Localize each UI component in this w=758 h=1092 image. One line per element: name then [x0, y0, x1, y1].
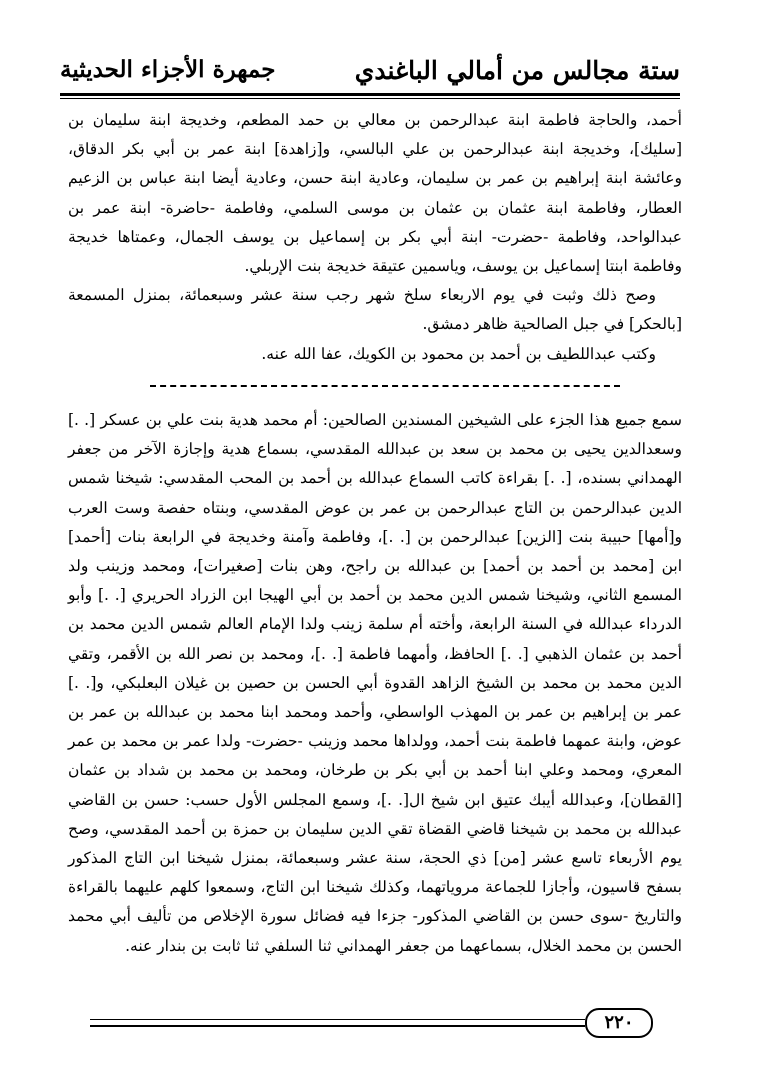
section1-paragraph-3: وكتب عبداللطيف بن أحمد بن محمود بن الكويك، عفا الله عنه.	[261, 344, 656, 363]
header-rule	[60, 93, 680, 96]
section1-paragraph-2: وصح ذلك وثبت في يوم الاربعاء سلخ شهر رجب سنة عشر وسبعمائة، بمنزل المسمعة [بالحكر] في جبل الصالحية ظاهر دمشق.	[68, 286, 682, 334]
header-rule-thin	[60, 98, 680, 99]
colophon-section-1	[68, 106, 682, 369]
section1-paragraph-1: أحمد، والحاجة فاطمة ابنة عبدالرحمن بن معالي بن حمد المطعم، وخديجة ابنة سليمان بن [سليك]، وخديجة ابنة عبدالرحمن بن علي البالسي، و[زاهدة] ابنة عمر بن أبي بكر الدقاق، وعائشة ابنة إبراهيم بن عمر بن سليمان، وعادية ابنة حسن، وعادية أيضا ابنة عباس بن الزعيم العطار، وفاطمة ابنة عثمان بن عثمان بن موسى السلمي، وفاطمة -حاضرة- ابنة عمر بن عبدالواحد، وفاطمة -حضرت- ابنة أبي بكر بن إسماعيل بن يوسف الجمال، وعمتاها خديجة وفاطمة ابنتا إسماعيل بن يوسف، وياسمين عتيقة خديجة بنت الإربلي.	[68, 111, 682, 276]
section-separator	[150, 385, 620, 387]
footer-rule-top	[90, 1019, 585, 1020]
colophon-section-2	[68, 406, 682, 961]
footer-rule-bottom	[90, 1025, 585, 1027]
page-header	[60, 54, 680, 94]
series-title: جمهرة الأجزاء الحديثية	[60, 56, 276, 83]
book-title: ستة مجالس من أمالي الباغندي	[354, 56, 680, 85]
section2-paragraph-1: سمع جميع هذا الجزء على الشيخين المسندين الصالحين: أم محمد هدية بنت علي بن عسكر [. .] وسعدالدين يحيى بن محمد بن سعد بن عبدالله المقدسي، بسماع هدية وإجازة الآخر من جعفر الهمداني بسنده، [. .] بقراءة كاتب السماع عبدالله بن أحمد بن المحب المقدسي: شيخنا شمس الدين عبدالرحمن بن التاج عبدالرحمن بن عمر بن عوض المقدسي، وبنتاه حفصة وست العرب و[أمها] حبيبة بنت [الزين] عبدالرحمن بن [. .]، وفاطمة وآمنة وخديجة في الرابعة بنات [أحمد] ابن [محمد بن أحمد بن أحمد] بن عبدالله بن راجح، وهن بنات [صغيرات]، ومحمد وزينب ولد المسمع الثاني، وشيخنا شمس الدين محمد بن أحمد بن أبي الهيجا ابن الزراد الحريري [. .] وأبو الدرداء عبدالله في السنة الرابعة، وأخته أم سلمة زينب ولدا الإمام العالم شمس الدين محمد بن أحمد بن عثمان الذهبي [. .] الحافظ، وأمهما فاطمة [. .]، ومحمد بن نصر الله بن الأقمر، وتقي الدين محمد بن محمد بن الشيخ الزاهد القدوة أبي الحسن بن حصين بن غيلان البعلبكي، و[. .] عمر بن إبراهيم بن عمر بن المهذب الواسطي، وأحمد ومحمد ابنا محمد بن عبدالله بن عمر بن عوض، وابنة عمهما فاطمة بنت أحمد، وولداها محمد وزينب -حضرت- ولدا عمر بن محمد بن عمر المعري، ومحمد وعلي ابنا أحمد بن أبي بكر بن طرخان، ومحمد بن محمد بن شداد بن عثمان [القطان]، وعبدالله أيبك عتيق ابن شيخ ال[. .]، وسمع المجلس الأول حسب: حسن بن القاضي عبدالله بن محمد بن شيخنا قاضي القضاة تقي الدين سليمان بن حمزة بن أحمد المقدسي، وصح يوم الأربعاء تاسع عشر [من] ذي الحجة، سنة عشر وسبعمائة، بمنزل شيخنا ابن التاج المذكور بسفح قاسيون، وأجازا للجماعة مروياتهما، وكذلك شيخنا ابن التاج، وسمعوا كلهم عليهما بالقراءة والتاريخ -سوى حسن بن القاضي المذكور- جزءا فيه فضائل سورة الإخلاص من تأليف أبي محمد الحسن بن محمد الخلال، بسماعهما من جعفر الهمداني ثنا السلفي ثنا ثابت بن بندار عنه.	[68, 411, 682, 955]
page-number: ٢٢٠	[585, 1008, 653, 1038]
